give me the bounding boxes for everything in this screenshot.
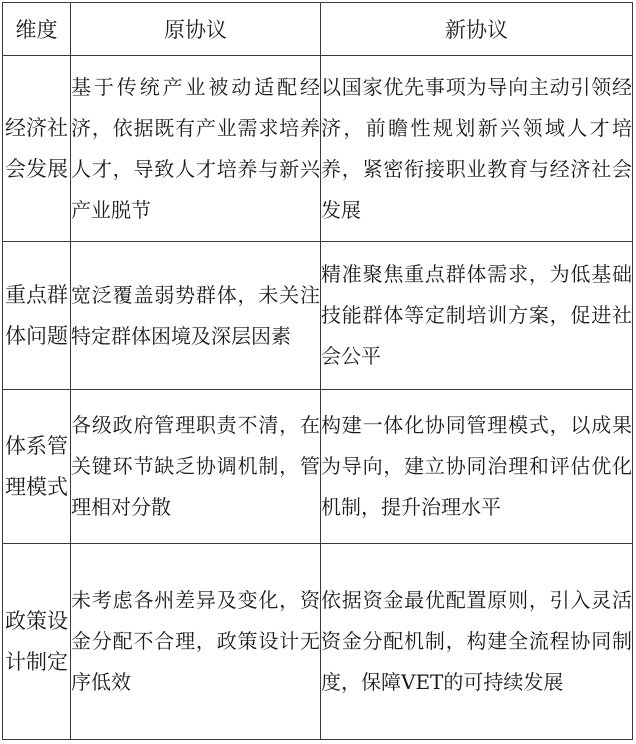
header-original: 原协议 — [71, 3, 321, 56]
comparison-table — [2, 2, 633, 740]
table-row — [3, 544, 633, 740]
original-cell: 未考虑各州差异及变化，资金分配不合理，政策设计无序低效 — [71, 544, 321, 740]
header-dimension: 维度 — [3, 3, 71, 56]
original-cell: 基于传统产业被动适配经济，依据既有产业需求培养人才，导致人才培养与新兴产业脱节 — [71, 56, 321, 242]
header-row — [3, 3, 633, 56]
table-row — [3, 56, 633, 242]
original-cell: 各级政府管理职责不清，在关键环节缺乏协调机制，管理相对分散 — [71, 390, 321, 544]
new-cell: 以国家优先事项为导向主动引领经济，前瞻性规划新兴领域人才培养，紧密衔接职业教育与经济社会发展 — [321, 56, 633, 242]
dimension-cell: 经济社会发展 — [3, 56, 71, 242]
table-row — [3, 242, 633, 390]
dimension-cell: 体系管理模式 — [3, 390, 71, 544]
header-new: 新协议 — [321, 3, 633, 56]
new-cell: 精准聚焦重点群体需求，为低基础技能群体等定制培训方案，促进社会公平 — [321, 242, 633, 390]
new-cell: 构建一体化协同管理模式，以成果为导向，建立协同治理和评估优化机制，提升治理水平 — [321, 390, 633, 544]
original-cell: 宽泛覆盖弱势群体，未关注特定群体困境及深层因素 — [71, 242, 321, 390]
dimension-cell: 政策设计制定 — [3, 544, 71, 740]
dimension-cell: 重点群体问题 — [3, 242, 71, 390]
new-cell: 依据资金最优配置原则，引入灵活资金分配机制，构建全流程协同制度，保障VET的可持续发展 — [321, 544, 633, 740]
table-row — [3, 390, 633, 544]
